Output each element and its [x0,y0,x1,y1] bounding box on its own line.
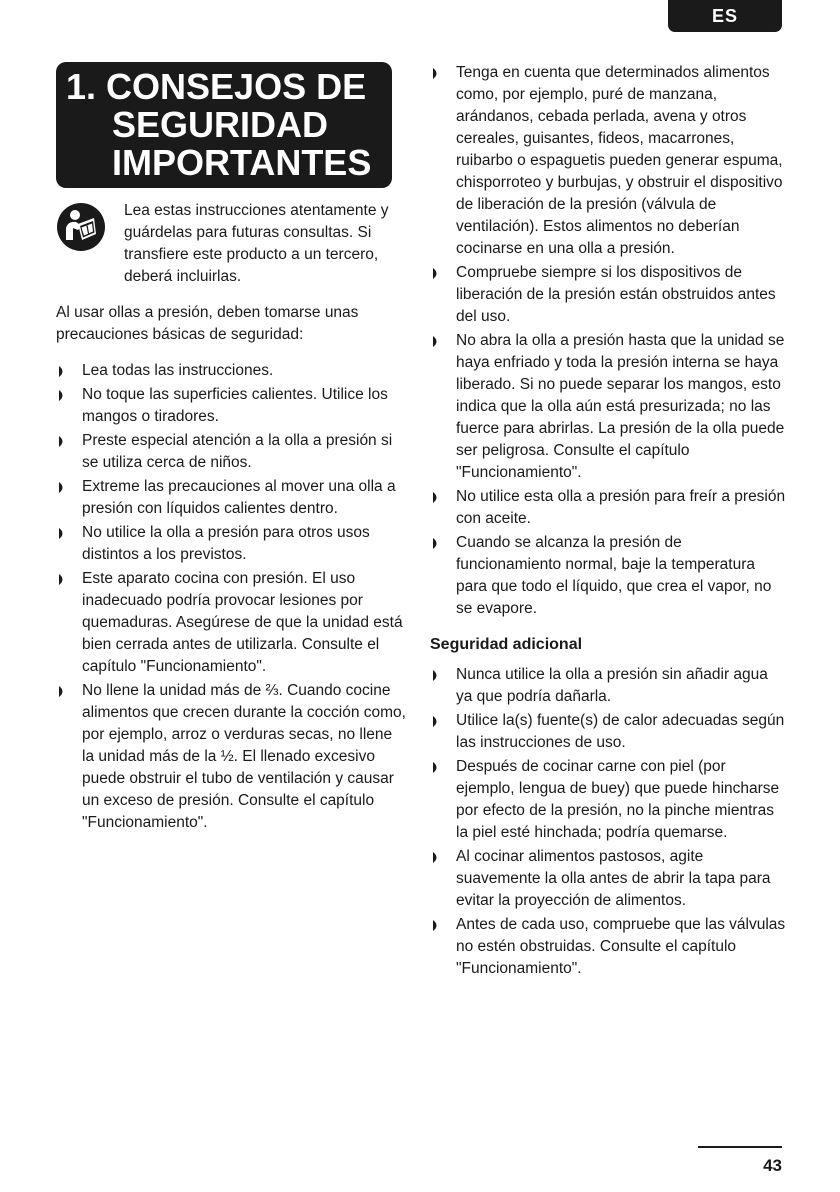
list-item-text: No toque las superficies calientes. Utilice los mangos o tiradores. [82,386,388,425]
list-item [430,914,788,980]
bullet-icon [432,268,440,279]
bullet-icon [432,716,440,727]
list-item-text: Extreme las precauciones al mover una olla a presión con líquidos calientes dentro. [82,478,396,517]
bullet-icon [58,528,66,539]
list-item [430,262,788,328]
section-title-line-3: IMPORTANTES [112,142,372,183]
bullet-icon [58,482,66,493]
list-item [430,756,788,844]
list-item [56,568,406,678]
footer-rule [698,1146,782,1148]
read-instructions-notice [56,200,406,288]
bullet-icon [58,390,66,401]
list-item-text: Utilice la(s) fuente(s) de calor adecuadas según las instrucciones de uso. [456,712,785,751]
read-instructions-text: Lea estas instrucciones atentamente y guárdelas para futuras consultas. Si transfiere este producto a un tercero, deberá incluirlas. [124,202,389,285]
section-title-line-2: SEGURIDAD [112,104,329,145]
bullet-icon [58,366,66,377]
list-item [56,680,406,834]
list-item-text: No utilice esta olla a presión para freír a presión con aceite. [456,488,786,527]
bullet-icon [58,686,66,697]
list-item-text: No llene la unidad más de ⅔. Cuando cocine alimentos que crecen durante la cocción como, por ejemplo, arroz o verduras secas, no llene la unidad más de la ½. El llenado excesivo puede obstruir el tubo de ventilación y causar un exceso de presión. Consulte el capítulo "Funcionamiento". [82,682,406,831]
list-item [56,522,406,566]
bullet-icon [432,852,440,863]
bullet-icon [432,492,440,503]
additional-safety-list [430,664,788,980]
list-item-text: Cuando se alcanza la presión de funcionamiento normal, baje la temperatura para que todo el líquido, que crea el vapor, no se evapore. [456,534,772,617]
list-item [430,532,788,620]
bullet-icon [58,574,66,585]
list-item-text: Antes de cada uso, compruebe que las válvulas no estén obstruidas. Consulte el capítulo "Funcionamiento". [456,916,786,977]
bullet-icon [58,436,66,447]
list-item-text: Lea todas las instrucciones. [82,362,274,379]
safety-list-left [56,360,406,834]
list-item [56,360,406,382]
bullet-icon [432,68,440,79]
bullet-icon [432,336,440,347]
safety-list-right [430,62,788,620]
section-title-line-1: 1. CONSEJOS DE [66,66,367,107]
bullet-icon [432,670,440,681]
read-manual-icon [56,202,106,252]
list-item [56,476,406,520]
list-item-text: No utilice la olla a presión para otros usos distintos a los previstos. [82,524,370,563]
list-item [430,846,788,912]
list-item-text: Tenga en cuenta que determinados alimentos como, por ejemplo, puré de manzana, arándanos, cebada perlada, avena y otros cereales, guisantes, fideos, macarrones, ruibarbo o espaguetis pueden generar espuma, chisporroteo y burbujas, y obstruir el dispositivo de liberación de la presión (válvula de ventilación). Estos alimentos no deberían cocinarse en una olla a presión. [456,64,783,257]
list-item-text: Nunca utilice la olla a presión sin añadir agua ya que podría dañarla. [456,666,768,705]
bullet-icon [432,920,440,931]
list-item-text: Este aparato cocina con presión. El uso inadecuado podría provocar lesiones por quemaduras. Asegúrese de que la unidad está bien cerrada antes de utilizarla. Consulte el capítulo "Funcionamiento". [82,570,403,675]
list-item [430,710,788,754]
list-item [430,664,788,708]
language-tab: ES [668,0,782,32]
left-column [56,62,406,836]
list-item [430,486,788,530]
list-item [56,430,406,474]
list-item [430,62,788,260]
list-item-text: Compruebe siempre si los dispositivos de liberación de la presión están obstruidos antes del uso. [456,264,776,325]
list-item-text: No abra la olla a presión hasta que la unidad se haya enfriado y toda la presión interna se haya liberado. Si no puede separar los mangos, esto indica que la olla aún está presurizada; no las fuerce para abrirlas. La presión de la olla puede ser peligrosa. Consulte el capítulo "Funcionamiento". [456,332,785,481]
list-item [430,330,788,484]
list-item-text: Preste especial atención a la olla a presión si se utiliza cerca de niños. [82,432,393,471]
page-number: 43 [763,1156,782,1175]
list-item-text: Al cocinar alimentos pastosos, agite suavemente la olla antes de abrir la tapa para evitar la proyección de alimentos. [456,848,771,909]
right-column [430,62,788,982]
bullet-icon [432,762,440,773]
list-item-text: Después de cocinar carne con piel (por ejemplo, lengua de buey) que puede hincharse por efecto de la presión, no la pinche mientras la piel esté hinchada; podría quemarse. [456,758,780,841]
intro-text: Al usar ollas a presión, deben tomarse unas precauciones básicas de seguridad: [56,304,359,343]
bullet-icon [432,538,440,549]
list-item [56,384,406,428]
additional-safety-heading: Seguridad adicional [430,636,583,653]
section-title [56,62,392,188]
